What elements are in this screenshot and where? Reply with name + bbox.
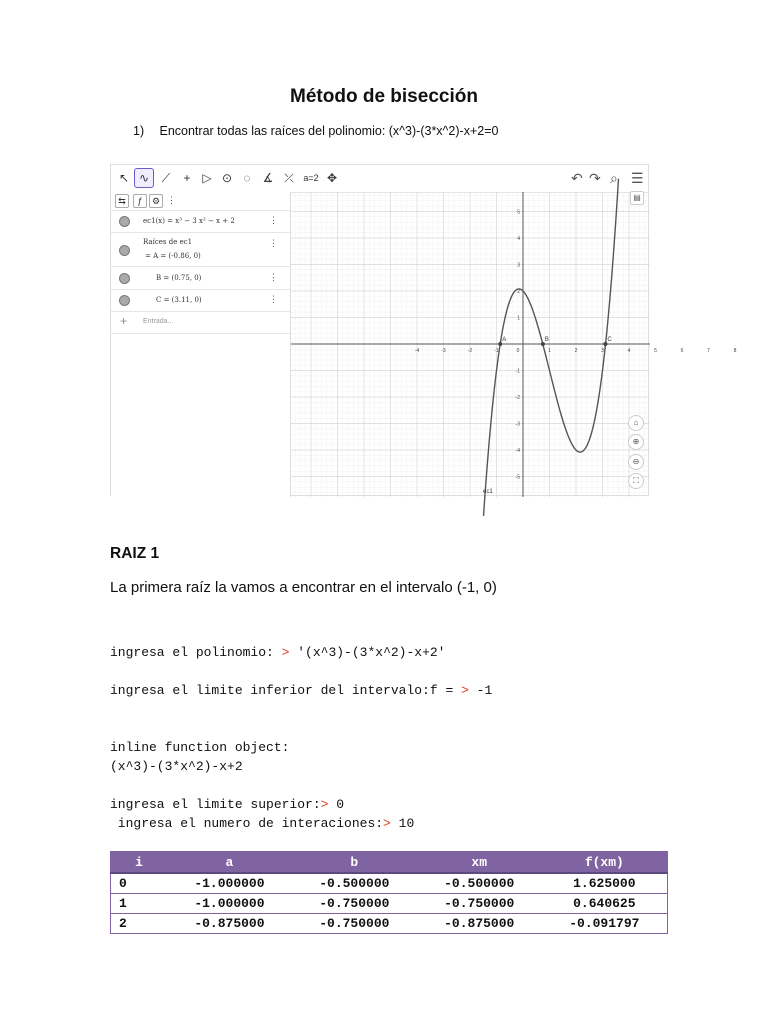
section-heading: RAIZ 1 <box>110 545 160 562</box>
y-tick-label: 4 <box>517 236 520 242</box>
undo-icon[interactable]: ↶ <box>571 170 583 186</box>
header-xm: xm <box>417 852 542 874</box>
algebra-view <box>111 192 291 497</box>
move-icon[interactable]: ✥ <box>326 171 338 185</box>
console-line: (x^3)-(3*x^2)-x+2 <box>110 759 243 774</box>
cell: 1 <box>111 894 168 914</box>
algebra-row-text: B = (0.75, 0) <box>156 274 202 282</box>
cell: 1.625000 <box>542 873 668 894</box>
style-bar-icon[interactable]: ▤ <box>630 191 644 205</box>
root-label: B <box>544 337 549 343</box>
input-placeholder[interactable]: Entrada... <box>143 318 174 325</box>
kebab-icon[interactable]: ⋮ <box>269 272 278 282</box>
pointer-icon[interactable]: ↖ <box>118 171 130 185</box>
console-line: inline function object: <box>110 740 290 755</box>
cell: -0.500000 <box>292 873 417 894</box>
x-tick-label: 2 <box>574 348 578 354</box>
function-curve[interactable] <box>484 179 619 516</box>
fullscreen-icon[interactable]: ⛶ <box>628 473 644 489</box>
geogebra-screenshot <box>110 164 737 496</box>
gear-icon[interactable]: ⚙ <box>149 194 163 208</box>
question-text: Encontrar todas las raíces del polinomio: (x^3)-(3*x^2)-x+2=0 <box>159 124 499 138</box>
cell: -0.750000 <box>417 894 542 914</box>
root-label: C <box>607 337 612 343</box>
reflect-icon[interactable]: ⤫ <box>284 171 294 185</box>
bisection-table <box>110 851 668 934</box>
cell: -1.000000 <box>167 873 292 894</box>
visibility-icon[interactable] <box>119 216 130 227</box>
y-tick-label: -3 <box>515 421 520 428</box>
menu-icon[interactable]: ☰ <box>631 170 644 186</box>
plus-icon[interactable]: + <box>120 314 128 328</box>
cell: 0.640625 <box>542 894 668 914</box>
kebab-icon[interactable]: ⋮ <box>269 238 278 248</box>
perpendicular-icon[interactable]: + <box>183 171 191 185</box>
line-icon[interactable]: ⟋ <box>161 171 171 185</box>
kebab-icon[interactable]: ⋮ <box>167 195 176 205</box>
y-tick-label: 2 <box>517 289 520 295</box>
algebra-row-text: = A = (-0.86, 0) <box>145 252 201 260</box>
x-tick-label: 4 <box>627 348 631 354</box>
circle-3pt-icon[interactable]: ◌ <box>243 171 251 185</box>
algebra-view-icon[interactable]: ⇆ <box>115 194 129 208</box>
x-tick-label: -2 <box>467 348 473 354</box>
y-tick-label: 1 <box>517 315 520 322</box>
kebab-icon[interactable]: ⋮ <box>269 294 278 304</box>
x-tick-label: 5 <box>654 348 657 354</box>
console-line: ingresa el polinomio: > '(x^3)-(3*x^2)-x+2' <box>110 645 446 660</box>
header-i: i <box>111 852 168 874</box>
x-tick-label: 0 <box>516 348 520 354</box>
algebra-row-text: Raíces de ec1 <box>143 238 193 246</box>
console-line: ingresa el limite inferior del intervalo:f = > -1 <box>110 683 493 698</box>
algebra-row[interactable] <box>111 289 290 312</box>
polygon-icon[interactable]: ▷ <box>202 171 212 185</box>
y-tick-label: 5 <box>517 209 520 216</box>
y-tick-label: 3 <box>517 262 520 269</box>
visibility-icon[interactable] <box>119 295 130 306</box>
curve-label: ec1 <box>483 489 493 495</box>
algebra-row-text: C = (3.11, 0) <box>156 296 202 304</box>
console-line: ingresa el numero de interaciones:> 10 <box>110 816 415 831</box>
home-icon[interactable]: ⌂ <box>628 415 644 431</box>
table-row <box>111 894 668 914</box>
circle-icon[interactable]: ⊙ <box>221 171 233 185</box>
cell: -0.500000 <box>417 873 542 894</box>
cell: -1.000000 <box>167 894 292 914</box>
cell: 2 <box>111 914 168 934</box>
y-tick-label: -5 <box>515 474 520 481</box>
y-tick-label: -4 <box>515 448 520 454</box>
cell: -0.750000 <box>292 894 417 914</box>
zoom-out-icon[interactable]: ⊖ <box>628 454 644 470</box>
header-a: a <box>167 852 292 874</box>
console-line: ingresa el limite superior:> 0 <box>110 797 345 812</box>
visibility-icon[interactable] <box>119 245 130 256</box>
question-line <box>133 124 498 138</box>
slider-icon[interactable]: a=2 <box>303 173 319 183</box>
header-b: b <box>292 852 417 874</box>
header-fxm: f(xm) <box>542 852 668 874</box>
algebra-row[interactable] <box>111 267 290 290</box>
cell: -0.875000 <box>417 914 542 934</box>
kebab-icon[interactable]: ⋮ <box>269 215 278 225</box>
graphics-view[interactable] <box>291 192 737 497</box>
y-tick-label: -1 <box>515 368 520 375</box>
table-row <box>111 873 668 894</box>
algebra-row[interactable] <box>111 233 290 267</box>
redo-icon[interactable]: ↷ <box>589 170 601 186</box>
function-icon[interactable]: ∿ <box>134 168 154 188</box>
fx-icon[interactable]: ƒ <box>133 194 147 208</box>
x-tick-label: -4 <box>414 348 420 354</box>
x-tick-label: 3 <box>601 348 604 354</box>
angle-icon[interactable]: ∡ <box>262 171 274 185</box>
input-bar[interactable] <box>111 311 290 334</box>
cell: -0.750000 <box>292 914 417 934</box>
cell: -0.091797 <box>542 914 668 934</box>
section-paragraph: La primera raíz la vamos a encontrar en el intervalo (-1, 0) <box>110 579 497 596</box>
table-row <box>111 914 668 934</box>
algebra-header <box>111 192 290 211</box>
cell: -0.875000 <box>167 914 292 934</box>
search-icon[interactable]: ⌕ <box>610 170 618 186</box>
x-tick-label: 8 <box>733 348 737 354</box>
document-title: Método de bisección <box>290 86 478 107</box>
x-tick-label: 7 <box>707 348 710 354</box>
x-tick-label: -1 <box>494 348 499 354</box>
y-tick-label: -2 <box>515 395 520 401</box>
x-tick-label: 1 <box>548 348 551 354</box>
x-tick-label: -3 <box>441 348 446 354</box>
root-label: A <box>502 337 507 343</box>
table-header-row <box>111 852 668 874</box>
zoom-in-icon[interactable]: ⊕ <box>628 434 644 450</box>
algebra-row-text: ec1(x) = x³ − 3 x² − x + 2 <box>143 217 235 225</box>
cell: 0 <box>111 873 168 894</box>
question-number: 1) <box>133 124 145 138</box>
visibility-icon[interactable] <box>119 273 130 284</box>
algebra-row[interactable] <box>111 210 290 233</box>
geogebra-toolbar <box>111 165 648 193</box>
x-tick-label: 6 <box>680 348 684 354</box>
